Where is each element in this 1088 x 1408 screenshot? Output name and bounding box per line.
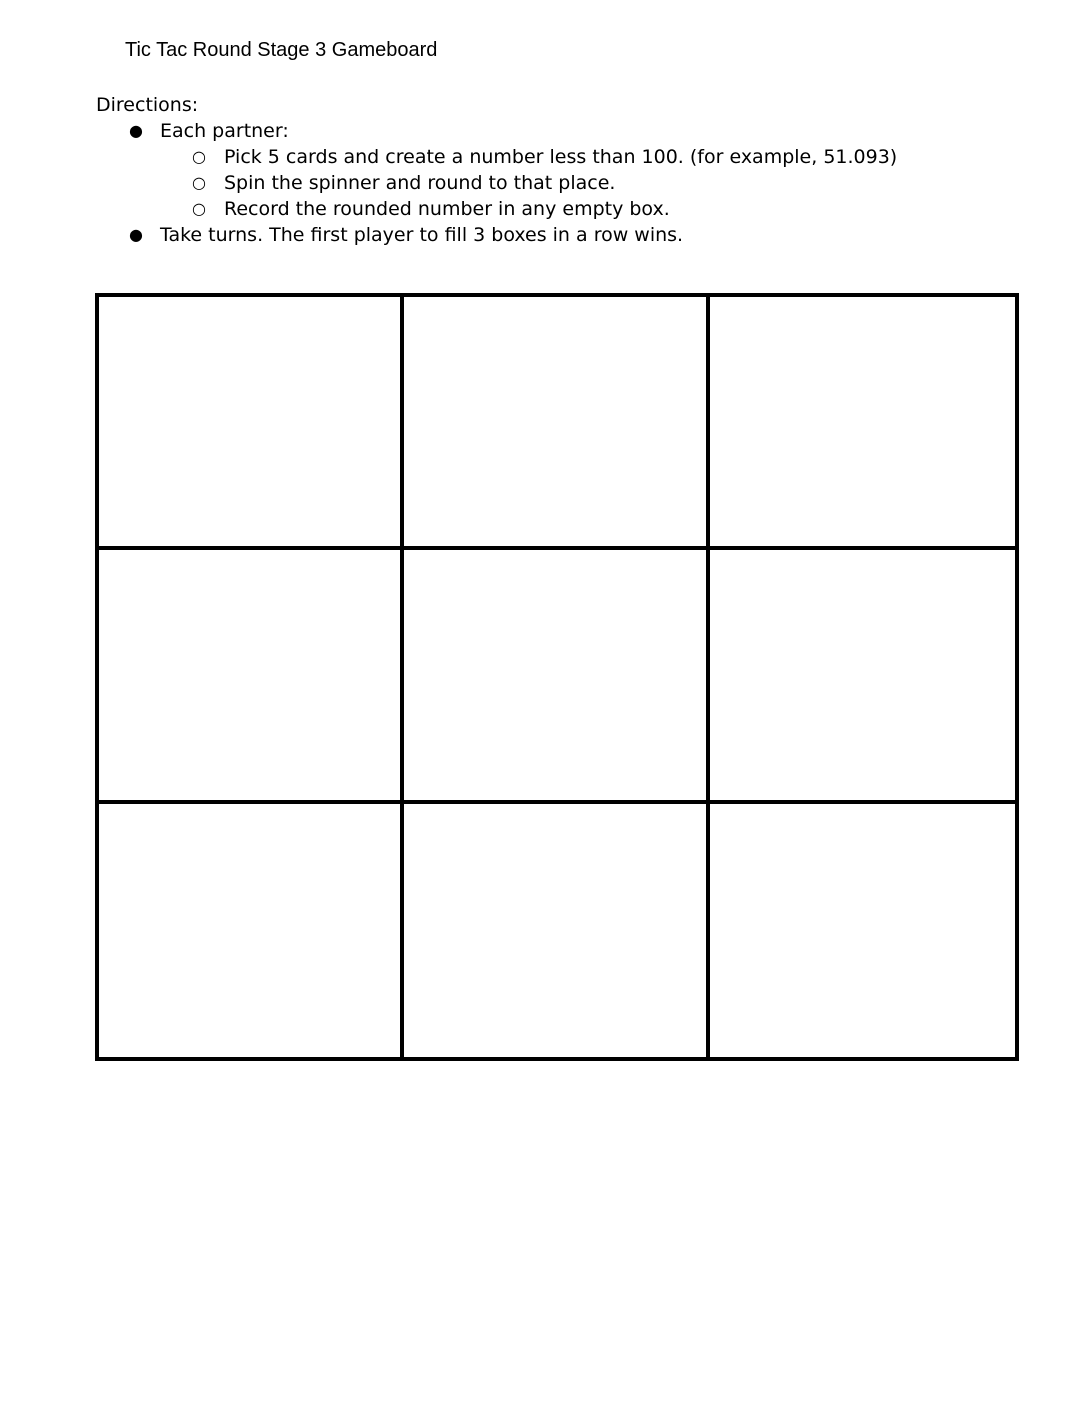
board-cell-r3-c3[interactable] [710, 804, 1015, 1057]
directions-section [96, 92, 897, 248]
bullet-icon: ● [129, 121, 143, 140]
list-item-text: Take turns. The first player to fill 3 boxes in a row wins. [160, 224, 684, 246]
board-cell-r2-c1[interactable] [99, 550, 404, 803]
directions-list [96, 118, 897, 248]
circle-bullet-icon: ○ [192, 173, 206, 192]
sub-list-item-text: Record the rounded number in any empty box. [224, 198, 670, 220]
sub-list-item-text: Pick 5 cards and create a number less than 100. (for example, 51.093) [224, 146, 898, 168]
bullet-icon: ● [129, 225, 143, 244]
sub-list-item [160, 144, 897, 170]
list-item-text: Each partner: [160, 120, 289, 142]
circle-bullet-icon: ○ [192, 147, 206, 166]
page-title: Tic Tac Round Stage 3 Gameboard [125, 39, 438, 61]
list-item-each-partner [96, 118, 897, 222]
board-cell-r3-c2[interactable] [404, 804, 709, 1057]
sub-list-item [160, 170, 897, 196]
list-item-take-turns [96, 222, 897, 248]
circle-bullet-icon: ○ [192, 199, 206, 218]
sub-list-item-text: Spin the spinner and round to that place. [224, 172, 616, 194]
board-cell-r2-c2[interactable] [404, 550, 709, 803]
sub-list [160, 144, 897, 222]
board-cell-r1-c1[interactable] [99, 297, 404, 550]
board-cell-r3-c1[interactable] [99, 804, 404, 1057]
board-cell-r2-c3[interactable] [710, 550, 1015, 803]
board-cell-r1-c2[interactable] [404, 297, 709, 550]
tic-tac-toe-gameboard [95, 293, 1019, 1061]
directions-heading: Directions: [96, 94, 199, 116]
board-cell-r1-c3[interactable] [710, 297, 1015, 550]
sub-list-item [160, 196, 897, 222]
